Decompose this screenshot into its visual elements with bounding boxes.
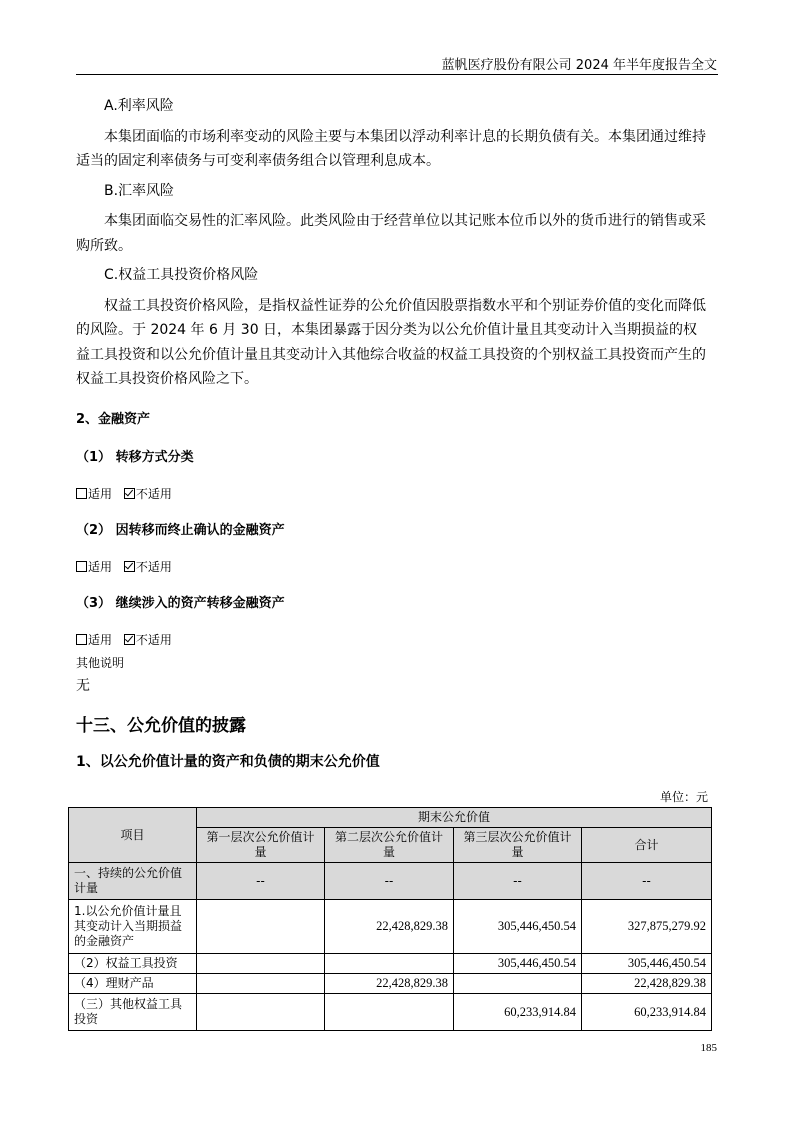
table-row <box>69 954 712 974</box>
row-level2: 22,428,829.38 <box>325 974 454 994</box>
derecognized-assets-options <box>76 558 708 576</box>
fair-value-section-title: 十三、公允价值的披露 <box>76 716 246 736</box>
continuing-involvement-options <box>76 631 708 649</box>
header-item: 项目 <box>69 808 197 863</box>
row-level3: 305,446,450.54 <box>454 900 582 954</box>
derecognized-assets-heading: （2） 因转移而终止确认的金融资产 <box>76 522 285 538</box>
checkbox-unchecked-icon[interactable] <box>76 634 87 645</box>
row-level3: 60,233,914.84 <box>454 994 582 1031</box>
row-item: 一、持续的公允价值计量 <box>69 863 197 900</box>
other-notes-value: 无 <box>76 677 90 694</box>
row-total: 305,446,450.54 <box>582 954 712 974</box>
option-applicable-label: 适用 <box>88 559 113 574</box>
interest-rate-risk-title: A.利率风险 <box>104 98 174 114</box>
row-level1 <box>197 974 325 994</box>
row-item: （4）理财产品 <box>69 974 197 994</box>
header-level3: 第三层次公允价值计量 <box>454 828 582 863</box>
fair-value-table <box>68 807 712 1031</box>
header-level1: 第一层次公允价值计量 <box>197 828 325 863</box>
row-level2 <box>325 994 454 1031</box>
row-item: 1.以公允价值计量且其变动计入当期损益的金融资产 <box>69 900 197 954</box>
page-header-title: 蓝帆医疗股份有限公司 2024 年半年度报告全文 <box>441 58 717 73</box>
fx-risk-text: 本集团面临交易性的汇率风险。此类风险由于经营单位以其记账本位币以外的货币进行的销售或采购所致。 <box>76 213 706 254</box>
interest-rate-risk-text: 本集团面临的市场利率变动的风险主要与本集团以浮动利率计息的长期负债有关。本集团通过维持适当的固定利率债务与可变利率债务组合以管理利息成本。 <box>76 128 706 169</box>
option-applicable-label: 适用 <box>88 632 113 647</box>
header-divider <box>76 74 718 75</box>
table-row <box>69 900 712 954</box>
row-level1 <box>197 994 325 1031</box>
row-level3: 305,446,450.54 <box>454 954 582 974</box>
row-level2: 22,428,829.38 <box>325 900 454 954</box>
table-row <box>69 863 712 900</box>
page-number: 185 <box>700 1042 717 1054</box>
unit-label: 单位：元 <box>659 790 708 804</box>
transfer-method-heading: （1） 转移方式分类 <box>76 449 194 465</box>
row-item: （2）权益工具投资 <box>69 954 197 974</box>
header-level2: 第二层次公允价值计量 <box>325 828 454 863</box>
checkbox-checked-icon[interactable] <box>124 634 135 645</box>
checkbox-checked-icon[interactable] <box>124 488 135 499</box>
option-not-applicable-label: 不适用 <box>135 559 172 574</box>
fx-risk-title: B.汇率风险 <box>104 182 175 199</box>
checkbox-checked-icon[interactable] <box>124 561 135 572</box>
equity-risk-title: C.权益工具投资价格风险 <box>104 267 259 283</box>
option-applicable-label: 适用 <box>88 486 113 501</box>
row-level1 <box>197 900 325 954</box>
row-total: -- <box>582 863 712 900</box>
other-notes-label: 其他说明 <box>76 655 125 670</box>
transfer-method-options <box>76 485 708 503</box>
option-not-applicable-label: 不适用 <box>135 486 172 501</box>
checkbox-unchecked-icon[interactable] <box>76 488 87 499</box>
equity-risk-text: 权益工具投资价格风险，是指权益性证券的公允价值因股票指数水平和个别证券价值的变化而降低的风险。于 2024 年 6 月 30 日，本集团暴露于因分类为以公允价值计量且其变动计入当期损益的权益工具投资和以公允价值计量且其变动计入其他综合收益的权益工具投资的个别权益工具投资而产生的权益工具投资价格风险之下。 <box>76 297 706 387</box>
row-level2 <box>325 954 454 974</box>
checkbox-unchecked-icon[interactable] <box>76 561 87 572</box>
table-row <box>69 974 712 994</box>
row-total: 60,233,914.84 <box>582 994 712 1031</box>
row-total: 327,875,279.92 <box>582 900 712 954</box>
row-level1: -- <box>197 863 325 900</box>
continuing-involvement-heading: （3） 继续涉入的资产转移金融资产 <box>76 595 285 611</box>
option-not-applicable-label: 不适用 <box>135 632 172 647</box>
row-total: 22,428,829.38 <box>582 974 712 994</box>
row-level3 <box>454 974 582 994</box>
fair-value-subtitle: 1、以公允价值计量的资产和负债的期末公允价值 <box>76 754 380 770</box>
header-period-end-fair-value: 期末公允价值 <box>197 808 712 828</box>
row-level2: -- <box>325 863 454 900</box>
financial-assets-heading: 2、金融资产 <box>76 411 151 427</box>
page-content <box>76 94 708 1031</box>
table-row <box>69 994 712 1031</box>
row-level3: -- <box>454 863 582 900</box>
header-total: 合计 <box>582 828 712 863</box>
row-level1 <box>197 954 325 974</box>
row-item: （三）其他权益工具投资 <box>69 994 197 1031</box>
